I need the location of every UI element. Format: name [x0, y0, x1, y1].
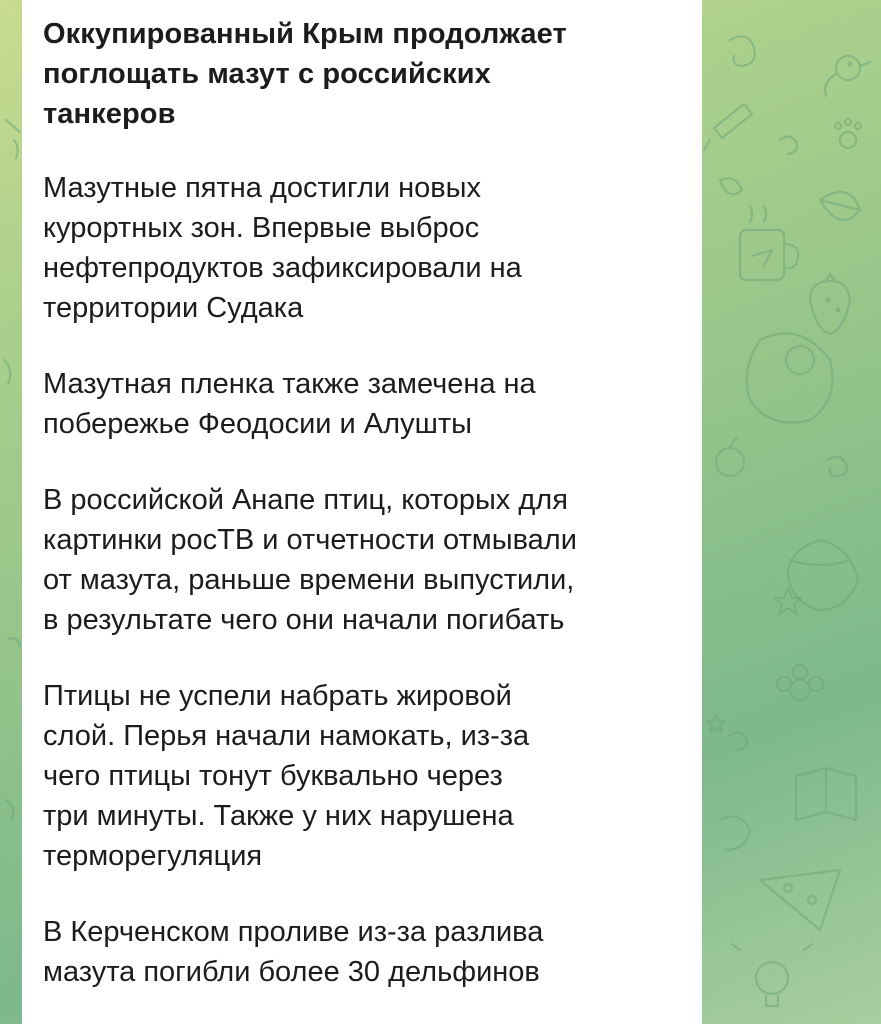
message-line: территории Судака — [43, 292, 304, 324]
message-paragraph — [43, 480, 682, 640]
message-line: нефтепродуктов зафиксировали на — [43, 252, 522, 284]
message-line: картинки росТВ и отчетности отмывали — [43, 524, 577, 556]
message-line: В Керченском проливе из-за разлива — [43, 916, 544, 948]
message-paragraph — [43, 364, 682, 444]
strawberry-icon — [810, 274, 850, 334]
leaf-icon — [720, 178, 860, 220]
message-title — [43, 14, 682, 134]
star-icon — [706, 588, 802, 732]
message-line: мазута погибли более 30 дельфинов — [43, 956, 540, 988]
message-line: от мазута, раньше времени выпустили, — [43, 564, 575, 596]
message-paragraph — [43, 912, 682, 992]
message-paragraph — [43, 168, 682, 328]
message-line: Мазутные пятна достигли новых — [43, 172, 482, 204]
message-title-line: Оккупированный Крым продолжает — [43, 18, 567, 50]
globe-icon — [747, 333, 858, 610]
message-line: чего птицы тонут буквально через — [43, 760, 503, 792]
message-line: Птицы не успели набрать жировой — [43, 680, 512, 712]
apple-icon — [716, 438, 744, 476]
message-title-line: поглощать мазут с российских — [43, 58, 491, 90]
message-title-line: танкеров — [43, 98, 176, 130]
skier-icon — [4, 120, 20, 820]
flower-icon — [720, 665, 823, 850]
paw-icon — [835, 119, 861, 148]
balloon-icon — [704, 104, 752, 150]
bulb-icon — [732, 944, 812, 1006]
message-line: терморегуляция — [43, 840, 263, 872]
message-line: курортных зон. Впервые выброс — [43, 212, 480, 244]
message-line: три минуты. Также у них нарушена — [43, 800, 514, 832]
message-line: побережье Феодосии и Алушты — [43, 408, 472, 440]
pizza-icon — [760, 870, 840, 930]
message-bubble — [22, 0, 702, 1024]
map-icon — [796, 768, 856, 820]
message-paragraph — [43, 676, 682, 876]
bird-icon — [825, 56, 870, 96]
message-line: В российской Анапе птиц, которых для — [43, 484, 568, 516]
message-line: в результате чего они начали погибать — [43, 604, 565, 636]
message-line: слой. Перья начали намокать, из-за — [43, 720, 530, 752]
cup-icon — [740, 206, 798, 280]
message-line: Мазутная пленка также замечена на — [43, 368, 536, 400]
